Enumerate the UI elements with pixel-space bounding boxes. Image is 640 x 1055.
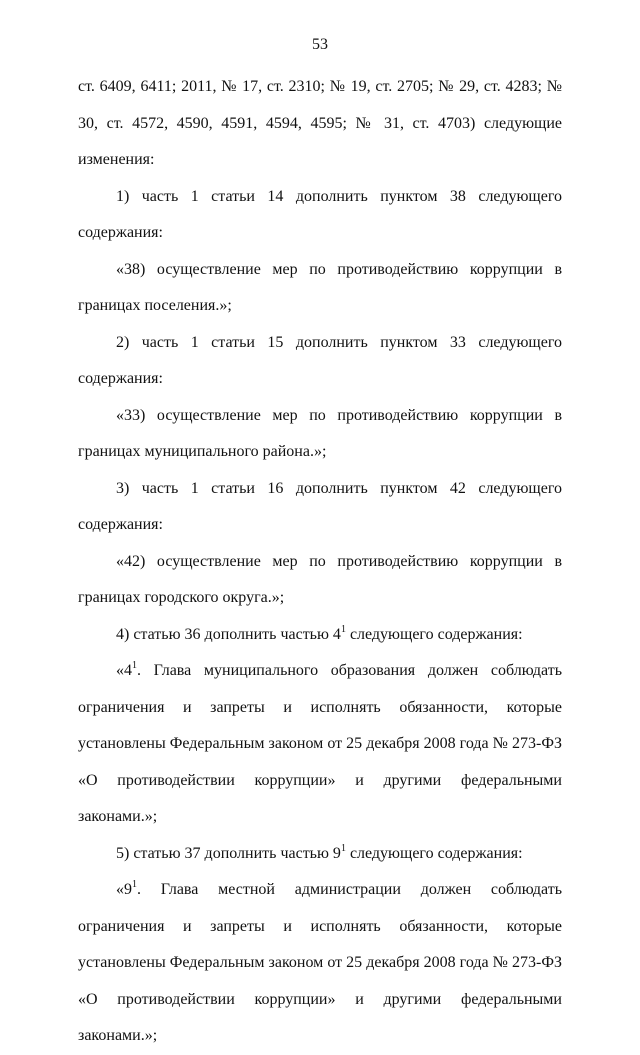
paragraph-item-3: 3) часть 1 статьи 16 дополнить пунктом 42 следующего содержания: [78,479,562,533]
item-4-intro-superscript: 1 [340,623,346,635]
paragraph-item-5 [78,836,562,873]
item-4-intro-text: 4) статью 36 дополнить частью 4 [116,625,341,643]
item-4-intro-tail: следующего содержания: [345,625,523,643]
document-body [78,69,562,1055]
paragraph-item-1: 1) часть 1 статьи 14 дополнить пунктом 38 следующего содержания: [78,187,562,241]
item-5-intro-tail: следующего содержания: [345,844,523,862]
item-5-quote-text: . Глава местной администрации должен соблюдать ограничения и запреты и исполнять обязанности, которые установлены Федеральным законом от 25 декабря 2008 года № 273-ФЗ «О противодействии коррупции» и другими федеральными законами.»; [78,881,562,1044]
item-5-intro-superscript: 1 [340,842,346,854]
item-5-quote-number: «9 [116,881,132,898]
item-4-quote-superscript: 1 [132,660,137,671]
page-number: 53 [312,36,328,53]
item-5-quote-superscript: 1 [132,879,137,890]
paragraph-item-3-quote: «42) осуществление мер по противодействию коррупции в границах городского округа.»; [78,552,562,606]
paragraph-item-4 [78,617,562,654]
paragraph-item-2: 2) часть 1 статьи 15 дополнить пунктом 33 следующего содержания: [78,333,562,387]
paragraph-item-5-quote [78,872,562,1055]
item-4-quote-text: . Глава муниципального образования должен соблюдать ограничения и запреты и исполнять обязанности, которые установлены Федеральным законом от 25 декабря 2008 года № 273-ФЗ «О противодействии коррупции» и другими федеральными законами.»; [78,662,562,825]
paragraph-intro: ст. 6409, 6411; 2011, № 17, ст. 2310; № 19, ст. 2705; № 29, ст. 4283; № 30, ст. 4572, 4590, 4591, 4594, 4595; № 31, ст. 4703) следующие изменения: [78,78,562,168]
paragraph-item-2-quote: «33) осуществление мер по противодействию коррупции в границах муниципального района.»; [78,406,562,460]
paragraph-item-1-quote: «38) осуществление мер по противодействию коррупции в границах поселения.»; [78,260,562,314]
item-4-quote-number: «4 [116,662,132,679]
paragraph-item-4-quote [78,653,562,836]
item-5-intro-text: 5) статью 37 дополнить частью 9 [116,844,341,862]
